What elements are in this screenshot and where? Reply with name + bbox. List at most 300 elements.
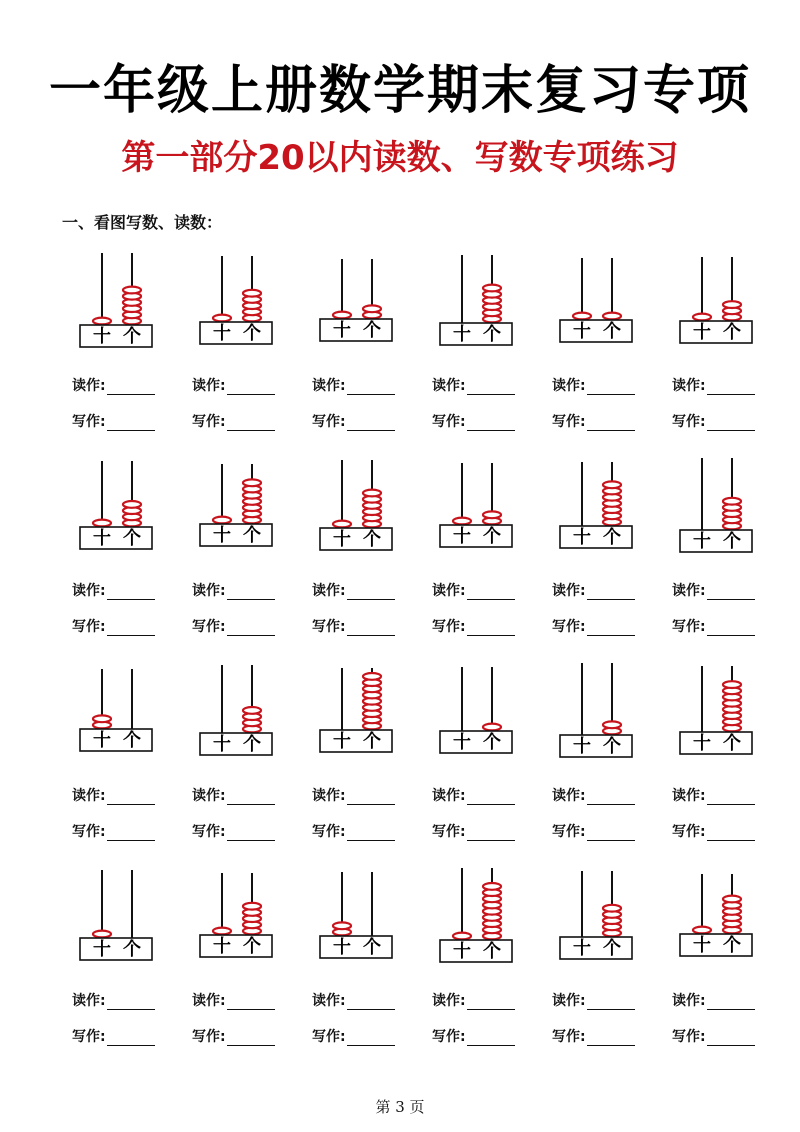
ones-bead bbox=[723, 681, 741, 688]
read-answer-blank[interactable] bbox=[587, 378, 635, 395]
ones-bead bbox=[363, 673, 381, 680]
read-answer-row bbox=[192, 783, 275, 805]
read-answer-blank[interactable] bbox=[467, 788, 515, 805]
ones-label: 个 bbox=[123, 730, 141, 751]
abacus-figure bbox=[400, 655, 520, 767]
tens-label: 十 bbox=[573, 321, 591, 342]
exercise-instruction: 一、看图写数、读数： bbox=[62, 213, 223, 232]
read-answer-blank[interactable] bbox=[107, 378, 155, 395]
abacus-figure bbox=[160, 245, 280, 357]
tens-bead bbox=[693, 314, 711, 321]
ones-bead bbox=[123, 501, 141, 508]
tens-label: 十 bbox=[213, 323, 231, 344]
read-answer-row bbox=[72, 988, 155, 1010]
exercise-item bbox=[400, 245, 520, 450]
write-answer-blank[interactable] bbox=[587, 824, 635, 841]
abacus-base bbox=[200, 524, 272, 546]
tens-bead bbox=[93, 520, 111, 527]
exercise-item bbox=[520, 450, 640, 655]
write-answer-blank[interactable] bbox=[587, 414, 635, 431]
write-label: 写作: bbox=[552, 1029, 586, 1045]
ones-label: 个 bbox=[483, 324, 501, 345]
exercise-item bbox=[520, 245, 640, 450]
exercise-item bbox=[280, 450, 400, 655]
tens-label: 十 bbox=[93, 326, 111, 347]
abacus-figure bbox=[40, 655, 160, 767]
ones-label: 个 bbox=[243, 936, 261, 957]
write-answer-blank[interactable] bbox=[347, 619, 395, 636]
tens-bead bbox=[333, 521, 351, 528]
abacus-figure bbox=[640, 860, 760, 972]
tens-bead bbox=[573, 313, 591, 320]
read-label: 读作: bbox=[72, 993, 106, 1009]
write-answer-blank[interactable] bbox=[347, 414, 395, 431]
read-label: 读作: bbox=[672, 993, 706, 1009]
read-label: 读作: bbox=[672, 583, 706, 599]
abacus-figure bbox=[400, 450, 520, 562]
ones-bead bbox=[723, 498, 741, 505]
ones-label: 个 bbox=[123, 326, 141, 347]
abacus-base bbox=[560, 526, 632, 548]
ones-bead bbox=[363, 305, 381, 312]
tens-label: 十 bbox=[333, 529, 351, 550]
abacus-base bbox=[320, 528, 392, 550]
tens-label: 十 bbox=[573, 527, 591, 548]
tens-bead bbox=[333, 922, 351, 929]
tens-bead bbox=[93, 715, 111, 722]
abacus-base bbox=[80, 325, 152, 347]
ones-label: 个 bbox=[363, 731, 381, 752]
abacus-base bbox=[560, 937, 632, 959]
exercise-item bbox=[640, 655, 760, 860]
write-answer-blank[interactable] bbox=[347, 824, 395, 841]
write-answer-blank[interactable] bbox=[707, 619, 755, 636]
abacus-figure bbox=[400, 245, 520, 357]
abacus-base bbox=[680, 934, 752, 956]
tens-label: 十 bbox=[573, 938, 591, 959]
read-answer-blank[interactable] bbox=[107, 993, 155, 1010]
ones-bead bbox=[243, 290, 261, 297]
write-answer-row bbox=[432, 819, 515, 841]
tens-label: 十 bbox=[573, 736, 591, 757]
write-answer-row bbox=[672, 614, 755, 636]
read-label: 读作: bbox=[72, 378, 106, 394]
read-answer-blank[interactable] bbox=[227, 788, 275, 805]
abacus-base bbox=[680, 530, 752, 552]
read-answer-blank[interactable] bbox=[347, 378, 395, 395]
write-answer-blank[interactable] bbox=[587, 619, 635, 636]
read-answer-row bbox=[552, 783, 635, 805]
ones-label: 个 bbox=[723, 733, 741, 754]
write-label: 写作: bbox=[72, 619, 106, 635]
read-label: 读作: bbox=[312, 583, 346, 599]
exercise-item bbox=[400, 655, 520, 860]
write-answer-row bbox=[312, 614, 395, 636]
tens-label: 十 bbox=[453, 324, 471, 345]
write-label: 写作: bbox=[192, 414, 226, 430]
abacus-base bbox=[440, 940, 512, 962]
read-label: 读作: bbox=[72, 583, 106, 599]
ones-bead bbox=[723, 301, 741, 308]
write-label: 写作: bbox=[312, 619, 346, 635]
page-title: 一年级上册数学期末复习专项 bbox=[48, 61, 751, 121]
exercise-item bbox=[160, 245, 280, 450]
tens-label: 十 bbox=[333, 731, 351, 752]
write-answer-row bbox=[312, 1024, 395, 1046]
ones-bead bbox=[723, 896, 741, 903]
read-label: 读作: bbox=[552, 583, 586, 599]
exercise-item bbox=[160, 450, 280, 655]
write-label: 写作: bbox=[432, 414, 466, 430]
read-answer-row bbox=[432, 783, 515, 805]
write-label: 写作: bbox=[72, 1029, 106, 1045]
read-label: 读作: bbox=[312, 993, 346, 1009]
read-label: 读作: bbox=[192, 788, 226, 804]
read-answer-blank[interactable] bbox=[107, 583, 155, 600]
exercise-item bbox=[400, 860, 520, 1065]
read-label: 读作: bbox=[432, 993, 466, 1009]
read-answer-row bbox=[312, 578, 395, 600]
write-answer-blank[interactable] bbox=[707, 414, 755, 431]
read-label: 读作: bbox=[552, 378, 586, 394]
abacus-figure bbox=[40, 450, 160, 562]
tens-label: 十 bbox=[213, 936, 231, 957]
write-label: 写作: bbox=[192, 619, 226, 635]
read-answer-blank[interactable] bbox=[707, 378, 755, 395]
tens-bead bbox=[333, 312, 351, 319]
read-answer-blank[interactable] bbox=[227, 378, 275, 395]
ones-bead bbox=[483, 511, 501, 518]
abacus-figure bbox=[520, 450, 640, 562]
ones-label: 个 bbox=[243, 734, 261, 755]
abacus-base bbox=[680, 321, 752, 343]
exercise-item bbox=[160, 655, 280, 860]
write-answer-blank[interactable] bbox=[587, 1029, 635, 1046]
ones-bead bbox=[603, 905, 621, 912]
ones-label: 个 bbox=[363, 937, 381, 958]
tens-label: 十 bbox=[333, 320, 351, 341]
read-answer-row bbox=[672, 783, 755, 805]
read-answer-row bbox=[552, 578, 635, 600]
read-answer-row bbox=[72, 783, 155, 805]
abacus-base bbox=[200, 322, 272, 344]
write-answer-row bbox=[432, 614, 515, 636]
write-label: 写作: bbox=[552, 414, 586, 430]
tens-bead bbox=[93, 931, 111, 938]
abacus-figure bbox=[640, 245, 760, 357]
write-label: 写作: bbox=[312, 414, 346, 430]
read-label: 读作: bbox=[432, 583, 466, 599]
write-answer-row bbox=[672, 409, 755, 431]
write-label: 写作: bbox=[672, 1029, 706, 1045]
write-answer-row bbox=[552, 409, 635, 431]
ones-bead bbox=[243, 479, 261, 486]
read-answer-blank[interactable] bbox=[587, 583, 635, 600]
write-answer-blank[interactable] bbox=[467, 414, 515, 431]
read-answer-row bbox=[552, 988, 635, 1010]
ones-label: 个 bbox=[243, 323, 261, 344]
write-answer-blank[interactable] bbox=[347, 1029, 395, 1046]
abacus-base bbox=[320, 730, 392, 752]
tens-bead bbox=[213, 928, 231, 935]
abacus-base bbox=[680, 732, 752, 754]
tens-label: 十 bbox=[693, 935, 711, 956]
abacus-figure bbox=[520, 655, 640, 767]
write-label: 写作: bbox=[672, 619, 706, 635]
ones-label: 个 bbox=[363, 320, 381, 341]
exercise-item bbox=[40, 450, 160, 655]
write-answer-row bbox=[552, 614, 635, 636]
write-answer-blank[interactable] bbox=[707, 824, 755, 841]
ones-label: 个 bbox=[363, 529, 381, 550]
section-subtitle: 第一部分20以内读数、写数专项练习 bbox=[121, 138, 679, 178]
write-answer-row bbox=[192, 1024, 275, 1046]
read-answer-row bbox=[312, 783, 395, 805]
read-answer-row bbox=[192, 988, 275, 1010]
read-answer-row bbox=[672, 373, 755, 395]
read-answer-row bbox=[432, 373, 515, 395]
write-label: 写作: bbox=[672, 414, 706, 430]
read-label: 读作: bbox=[312, 788, 346, 804]
abacus-figure bbox=[280, 655, 400, 767]
write-answer-blank[interactable] bbox=[467, 619, 515, 636]
read-answer-blank[interactable] bbox=[707, 993, 755, 1010]
ones-label: 个 bbox=[603, 938, 621, 959]
abacus-base bbox=[80, 729, 152, 751]
write-answer-blank[interactable] bbox=[707, 1029, 755, 1046]
read-answer-blank[interactable] bbox=[707, 788, 755, 805]
abacus-figure bbox=[40, 245, 160, 357]
abacus-base bbox=[200, 935, 272, 957]
abacus-figure bbox=[160, 450, 280, 562]
tens-bead bbox=[213, 517, 231, 524]
read-label: 读作: bbox=[552, 993, 586, 1009]
abacus-figure bbox=[40, 860, 160, 972]
read-answer-blank[interactable] bbox=[587, 788, 635, 805]
read-label: 读作: bbox=[72, 788, 106, 804]
tens-label: 十 bbox=[213, 734, 231, 755]
exercise-item bbox=[40, 245, 160, 450]
write-label: 写作: bbox=[192, 1029, 226, 1045]
ones-bead bbox=[603, 313, 621, 320]
read-answer-blank[interactable] bbox=[227, 993, 275, 1010]
read-answer-blank[interactable] bbox=[467, 378, 515, 395]
tens-bead bbox=[693, 927, 711, 934]
read-answer-row bbox=[192, 373, 275, 395]
write-answer-row bbox=[312, 819, 395, 841]
read-answer-row bbox=[672, 578, 755, 600]
abacus-base bbox=[440, 323, 512, 345]
tens-label: 十 bbox=[93, 939, 111, 960]
read-answer-blank[interactable] bbox=[347, 788, 395, 805]
read-answer-row bbox=[552, 373, 635, 395]
abacus-base bbox=[440, 525, 512, 547]
tens-label: 十 bbox=[693, 322, 711, 343]
read-label: 读作: bbox=[672, 378, 706, 394]
abacus-figure bbox=[160, 860, 280, 972]
write-label: 写作: bbox=[432, 1029, 466, 1045]
tens-bead bbox=[213, 315, 231, 322]
write-answer-blank[interactable] bbox=[227, 1029, 275, 1046]
tens-label: 十 bbox=[213, 525, 231, 546]
read-answer-blank[interactable] bbox=[347, 583, 395, 600]
exercise-item bbox=[280, 860, 400, 1065]
abacus-figure bbox=[280, 860, 400, 972]
write-answer-row bbox=[72, 409, 155, 431]
write-label: 写作: bbox=[552, 824, 586, 840]
write-answer-row bbox=[432, 409, 515, 431]
read-answer-row bbox=[432, 988, 515, 1010]
ones-bead bbox=[243, 707, 261, 714]
write-answer-blank[interactable] bbox=[107, 619, 155, 636]
abacus-figure bbox=[280, 450, 400, 562]
write-answer-blank[interactable] bbox=[227, 414, 275, 431]
abacus-base bbox=[440, 731, 512, 753]
tens-bead bbox=[93, 318, 111, 325]
write-answer-row bbox=[72, 1024, 155, 1046]
read-answer-blank[interactable] bbox=[707, 583, 755, 600]
write-label: 写作: bbox=[72, 414, 106, 430]
ones-label: 个 bbox=[483, 732, 501, 753]
read-label: 读作: bbox=[672, 788, 706, 804]
read-answer-row bbox=[312, 373, 395, 395]
read-label: 读作: bbox=[192, 378, 226, 394]
exercise-item bbox=[400, 450, 520, 655]
write-answer-row bbox=[672, 819, 755, 841]
read-label: 读作: bbox=[432, 788, 466, 804]
tens-label: 十 bbox=[333, 937, 351, 958]
write-label: 写作: bbox=[312, 1029, 346, 1045]
write-label: 写作: bbox=[672, 824, 706, 840]
ones-label: 个 bbox=[603, 736, 621, 757]
abacus-base bbox=[80, 938, 152, 960]
ones-bead bbox=[603, 721, 621, 728]
exercise-item bbox=[280, 655, 400, 860]
read-answer-blank[interactable] bbox=[107, 788, 155, 805]
exercise-item bbox=[280, 245, 400, 450]
read-label: 读作: bbox=[192, 993, 226, 1009]
read-label: 读作: bbox=[312, 378, 346, 394]
abacus-base bbox=[560, 735, 632, 757]
ones-bead bbox=[603, 481, 621, 488]
read-answer-row bbox=[192, 578, 275, 600]
abacus-base bbox=[80, 527, 152, 549]
write-answer-blank[interactable] bbox=[227, 619, 275, 636]
write-answer-row bbox=[312, 409, 395, 431]
exercise-item bbox=[160, 860, 280, 1065]
exercise-item bbox=[520, 655, 640, 860]
tens-label: 十 bbox=[453, 941, 471, 962]
tens-bead bbox=[453, 933, 471, 940]
write-answer-row bbox=[552, 1024, 635, 1046]
write-answer-row bbox=[72, 614, 155, 636]
exercise-item bbox=[520, 860, 640, 1065]
ones-bead bbox=[483, 285, 501, 292]
write-answer-row bbox=[72, 819, 155, 841]
ones-label: 个 bbox=[123, 528, 141, 549]
ones-label: 个 bbox=[723, 531, 741, 552]
abacus-figure bbox=[520, 860, 640, 972]
abacus-grid bbox=[40, 245, 760, 1065]
abacus-figure bbox=[640, 655, 760, 767]
ones-label: 个 bbox=[123, 939, 141, 960]
ones-label: 个 bbox=[603, 321, 621, 342]
abacus-base bbox=[320, 319, 392, 341]
read-label: 读作: bbox=[432, 378, 466, 394]
read-answer-row bbox=[72, 373, 155, 395]
read-answer-blank[interactable] bbox=[347, 993, 395, 1010]
write-answer-blank[interactable] bbox=[107, 824, 155, 841]
page-number: 第 3 页 bbox=[375, 1098, 425, 1116]
tens-label: 十 bbox=[693, 531, 711, 552]
tens-label: 十 bbox=[453, 526, 471, 547]
write-label: 写作: bbox=[432, 824, 466, 840]
read-label: 读作: bbox=[552, 788, 586, 804]
exercise-item bbox=[40, 860, 160, 1065]
ones-label: 个 bbox=[723, 935, 741, 956]
write-answer-blank[interactable] bbox=[467, 824, 515, 841]
write-label: 写作: bbox=[192, 824, 226, 840]
write-label: 写作: bbox=[72, 824, 106, 840]
tens-label: 十 bbox=[693, 733, 711, 754]
abacus-figure bbox=[640, 450, 760, 562]
tens-label: 十 bbox=[93, 528, 111, 549]
read-answer-row bbox=[312, 988, 395, 1010]
tens-bead bbox=[453, 518, 471, 525]
write-answer-row bbox=[192, 409, 275, 431]
write-label: 写作: bbox=[432, 619, 466, 635]
write-label: 写作: bbox=[312, 824, 346, 840]
ones-bead bbox=[363, 490, 381, 497]
abacus-figure bbox=[520, 245, 640, 357]
ones-label: 个 bbox=[483, 526, 501, 547]
ones-bead bbox=[243, 903, 261, 910]
abacus-base bbox=[560, 320, 632, 342]
ones-label: 个 bbox=[603, 527, 621, 548]
write-answer-row bbox=[192, 819, 275, 841]
tens-label: 十 bbox=[93, 730, 111, 751]
write-answer-blank[interactable] bbox=[227, 824, 275, 841]
exercise-item bbox=[40, 655, 160, 860]
abacus-base bbox=[320, 936, 392, 958]
exercise-item bbox=[640, 450, 760, 655]
write-answer-blank[interactable] bbox=[107, 414, 155, 431]
read-answer-blank[interactable] bbox=[587, 993, 635, 1010]
exercise-item bbox=[640, 860, 760, 1065]
ones-label: 个 bbox=[723, 322, 741, 343]
write-answer-row bbox=[432, 1024, 515, 1046]
ones-bead bbox=[483, 724, 501, 731]
abacus-figure bbox=[160, 655, 280, 767]
read-answer-blank[interactable] bbox=[467, 993, 515, 1010]
abacus-figure bbox=[400, 860, 520, 972]
ones-bead bbox=[123, 287, 141, 294]
ones-label: 个 bbox=[243, 525, 261, 546]
ones-bead bbox=[483, 883, 501, 890]
read-answer-blank[interactable] bbox=[227, 583, 275, 600]
read-label: 读作: bbox=[192, 583, 226, 599]
read-answer-blank[interactable] bbox=[467, 583, 515, 600]
abacus-figure bbox=[280, 245, 400, 357]
write-answer-row bbox=[672, 1024, 755, 1046]
exercise-item bbox=[640, 245, 760, 450]
read-answer-row bbox=[72, 578, 155, 600]
write-answer-blank[interactable] bbox=[467, 1029, 515, 1046]
read-answer-row bbox=[432, 578, 515, 600]
ones-label: 个 bbox=[483, 941, 501, 962]
write-answer-blank[interactable] bbox=[107, 1029, 155, 1046]
tens-label: 十 bbox=[453, 732, 471, 753]
